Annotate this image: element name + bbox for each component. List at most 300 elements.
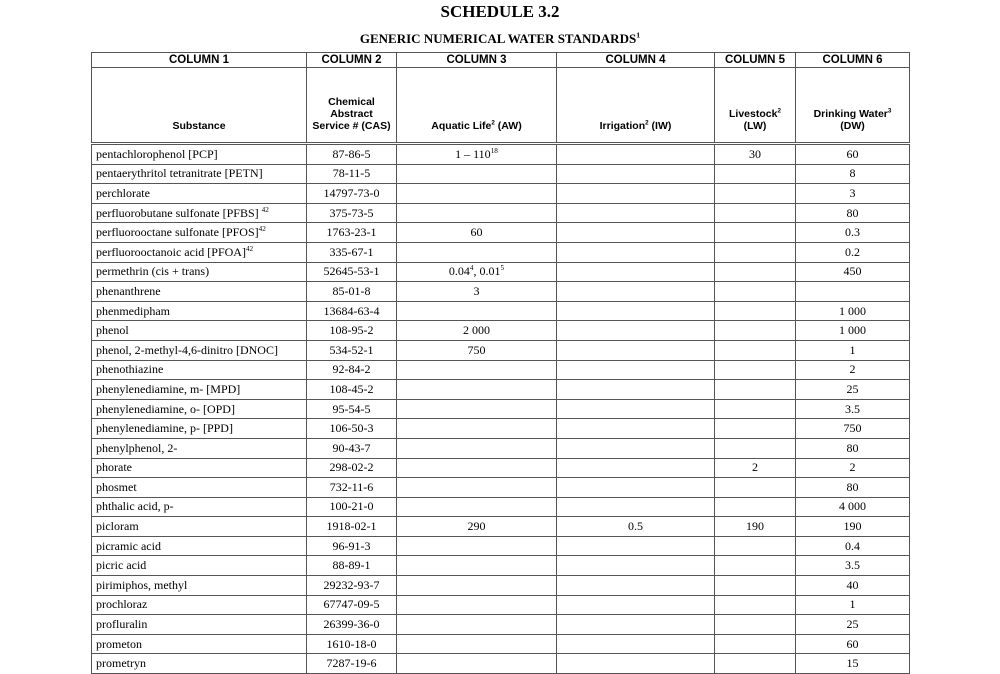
cell-text: 190 [843, 519, 862, 534]
drinking-water-cell [796, 203, 910, 223]
irrigation-cell [557, 242, 715, 262]
cas-cell [307, 536, 397, 556]
drinking-water-cell [796, 536, 910, 556]
cas-cell [307, 438, 397, 458]
cell-text: 3.5 [845, 401, 860, 416]
livestock-cell [715, 419, 796, 439]
cell-text: perfluorooctanoic acid [PFOA] [96, 244, 246, 259]
cell-text: 1918-02-1 [326, 519, 377, 534]
irrigation-cell [557, 360, 715, 380]
aquatic-life-cell [397, 144, 557, 165]
table-row [92, 536, 910, 556]
cas-cell [307, 595, 397, 615]
drinking-water-cell [796, 380, 910, 400]
cas-cell [307, 634, 397, 654]
substance-cell [92, 536, 307, 556]
cell-text: 750 [843, 421, 862, 436]
table-row [92, 634, 910, 654]
cell-text: 14797-73-0 [323, 185, 380, 200]
irrigation-cell [557, 164, 715, 184]
livestock-cell [715, 242, 796, 262]
cell-text: , 0.01 [473, 264, 501, 279]
livestock-cell [715, 497, 796, 517]
irrigation-cell [557, 595, 715, 615]
table-row [92, 301, 910, 321]
cell-text: 732-11-6 [329, 479, 374, 494]
table-row [92, 556, 910, 576]
cell-text: 2 [849, 460, 856, 475]
cell-text: perchlorate [96, 185, 150, 200]
drinking-water-cell [796, 654, 910, 674]
table-row [92, 380, 910, 400]
cell-text: 96-91-3 [332, 538, 371, 553]
cas-cell [307, 321, 397, 341]
irrigation-cell [557, 556, 715, 576]
cell-text: phenylenediamine, p- [PPD] [96, 421, 233, 436]
cell-text: phthalic acid, p- [96, 499, 174, 514]
cell-text: 78-11-5 [332, 166, 371, 181]
substance-cell [92, 223, 307, 243]
drinking-water-cell [796, 478, 910, 498]
drinking-water-cell [796, 615, 910, 635]
substance-cell [92, 282, 307, 302]
cell-text: 335-67-1 [329, 244, 374, 259]
table-row [92, 595, 910, 615]
cas-cell [307, 262, 397, 282]
cell-text: 88-89-1 [332, 558, 371, 573]
footnote-ref: 42 [258, 225, 266, 234]
cell-text: pentaerythritol tetranitrate [PETN] [96, 166, 263, 181]
aquatic-life-cell [397, 615, 557, 635]
irrigation-cell [557, 184, 715, 204]
livestock-cell [715, 380, 796, 400]
aquatic-life-cell [397, 438, 557, 458]
cell-text: 0.04 [448, 264, 470, 279]
cell-text: 15 [846, 656, 859, 671]
cas-cell [307, 517, 397, 537]
cell-text: profluralin [96, 617, 148, 632]
cell-text: 190 [746, 519, 764, 534]
livestock-cell [715, 262, 796, 282]
cell-text: 3 [849, 185, 856, 200]
column-number-3: COLUMN 3 [397, 53, 557, 68]
aquatic-life-cell [397, 478, 557, 498]
footnote-ref: 42 [245, 244, 254, 253]
substance-cell [92, 262, 307, 282]
footnote-ref: 5 [500, 264, 505, 273]
substance-cell [92, 615, 307, 635]
cell-text: 106-50-3 [329, 421, 374, 436]
cell-text: 0.4 [845, 538, 860, 553]
table-row [92, 458, 910, 478]
cell-text: 30 [749, 146, 761, 161]
cell-text: phorate [96, 460, 132, 475]
substance-cell [92, 419, 307, 439]
aquatic-life-cell [397, 340, 557, 360]
cas-cell [307, 242, 397, 262]
cell-text: 52645-53-1 [323, 264, 380, 279]
cas-cell [307, 654, 397, 674]
cell-text: 750 [467, 342, 486, 357]
drinking-water-cell [796, 595, 910, 615]
water-standards-table [91, 52, 910, 674]
cas-cell [307, 282, 397, 302]
cas-cell [307, 340, 397, 360]
drinking-water-cell [796, 164, 910, 184]
aquatic-life-cell [397, 536, 557, 556]
cell-text: 87-86-5 [332, 146, 371, 161]
aquatic-life-cell [397, 399, 557, 419]
drinking-water-cell [796, 576, 910, 596]
table-row [92, 360, 910, 380]
column-number-4: COLUMN 4 [557, 53, 715, 68]
cell-text: (IW) [648, 120, 672, 132]
table-row [92, 517, 910, 537]
schedule-title: SCHEDULE 3.2 [440, 2, 560, 21]
cell-text: picric acid [96, 558, 147, 573]
footnote-ref: 1 [636, 30, 641, 40]
aquatic-life-cell [397, 164, 557, 184]
substance-cell [92, 438, 307, 458]
column-header-4 [557, 68, 715, 144]
table-row [92, 615, 910, 635]
livestock-cell [715, 399, 796, 419]
substance-cell [92, 517, 307, 537]
cell-text: 1 000 [839, 323, 866, 338]
cell-text: prometryn [96, 656, 146, 671]
aquatic-life-cell [397, 301, 557, 321]
column-header-6 [796, 68, 910, 144]
table-row [92, 419, 910, 439]
footnote-ref: 4 [469, 264, 474, 273]
cell-text: pentachlorophenol [PCP] [96, 146, 218, 161]
livestock-cell [715, 595, 796, 615]
table-row [92, 184, 910, 204]
substance-cell [92, 164, 307, 184]
cas-cell [307, 380, 397, 400]
cell-text: 108-45-2 [329, 381, 374, 396]
column-number-6: COLUMN 6 [796, 53, 910, 68]
column-header-row [92, 68, 910, 144]
cell-text: 95-54-5 [332, 401, 371, 416]
cell-text: perfluorooctane sulfonate [PFOS] [96, 225, 259, 240]
cell-text: 25 [846, 381, 859, 396]
cell-text: 298-02-2 [329, 460, 374, 475]
cell-text: 0.5 [628, 519, 643, 534]
table-row [92, 576, 910, 596]
cell-text: picramic acid [96, 538, 161, 553]
cell-text: Chemical Abstract Service # (CAS) [312, 96, 391, 132]
livestock-cell [715, 576, 796, 596]
irrigation-cell [557, 321, 715, 341]
irrigation-cell [557, 144, 715, 165]
table-row [92, 438, 910, 458]
livestock-cell [715, 536, 796, 556]
column-header-3 [397, 68, 557, 144]
cell-text: 450 [843, 264, 862, 279]
table-row [92, 203, 910, 223]
irrigation-cell [557, 536, 715, 556]
cell-text: 40 [846, 577, 859, 592]
cell-text: perfluorobutane sulfonate [PFBS] [96, 205, 262, 220]
footnote-ref: 18 [490, 146, 498, 155]
cell-text: 1763-23-1 [326, 225, 377, 240]
column-number-2: COLUMN 2 [307, 53, 397, 68]
cell-text: 60 [470, 225, 483, 240]
cas-cell [307, 360, 397, 380]
substance-cell [92, 360, 307, 380]
cell-text: Livestock [729, 108, 778, 120]
irrigation-cell [557, 634, 715, 654]
table-row [92, 164, 910, 184]
aquatic-life-cell [397, 595, 557, 615]
drinking-water-cell [796, 184, 910, 204]
table-row [92, 654, 910, 674]
irrigation-cell [557, 262, 715, 282]
irrigation-cell [557, 478, 715, 498]
livestock-cell [715, 164, 796, 184]
cell-text: Irrigation [599, 120, 646, 132]
livestock-cell [715, 556, 796, 576]
cell-text: 92-84-2 [332, 362, 371, 377]
cell-text: 67747-09-5 [323, 597, 380, 612]
footnote-ref: 3 [887, 107, 892, 115]
cell-text: 29232-93-7 [323, 577, 380, 592]
drinking-water-cell [796, 399, 910, 419]
substance-cell [92, 340, 307, 360]
cell-text: 8 [849, 166, 856, 181]
cas-cell [307, 615, 397, 635]
cell-text: pirimiphos, methyl [96, 577, 188, 592]
cell-text: (DW) [840, 120, 865, 132]
cell-text: prometon [96, 636, 142, 651]
livestock-cell [715, 517, 796, 537]
cas-cell [307, 497, 397, 517]
aquatic-life-cell [397, 282, 557, 302]
livestock-cell [715, 144, 796, 165]
substance-cell [92, 144, 307, 165]
cell-text: 80 [846, 479, 859, 494]
cell-text: 80 [846, 205, 859, 220]
cell-text: 7287-19-6 [326, 656, 377, 671]
irrigation-cell [557, 438, 715, 458]
cell-text: picloram [96, 519, 139, 534]
table-row [92, 478, 910, 498]
cas-cell [307, 419, 397, 439]
cell-text: 60 [846, 146, 859, 161]
livestock-cell [715, 321, 796, 341]
irrigation-cell [557, 517, 715, 537]
cell-text: phenylenediamine, o- [OPD] [96, 401, 235, 416]
livestock-cell [715, 360, 796, 380]
cas-cell [307, 144, 397, 165]
cell-text: 2 [752, 460, 758, 475]
cell-text: 1 000 [839, 303, 866, 318]
table-row [92, 340, 910, 360]
column-number-1: COLUMN 1 [92, 53, 307, 68]
aquatic-life-cell [397, 517, 557, 537]
footnote-ref: 2 [645, 119, 649, 127]
substance-cell [92, 399, 307, 419]
irrigation-cell [557, 419, 715, 439]
substance-cell [92, 458, 307, 478]
column-header-2 [307, 68, 397, 144]
irrigation-cell [557, 340, 715, 360]
cell-text: 1 [849, 597, 856, 612]
livestock-cell [715, 184, 796, 204]
cell-text: phenol, 2-methyl-4,6-dinitro [DNOC] [96, 342, 278, 357]
cell-text: 0.2 [845, 244, 860, 259]
aquatic-life-cell [397, 203, 557, 223]
cell-text: 85-01-8 [332, 283, 371, 298]
drinking-water-cell [796, 497, 910, 517]
substance-cell [92, 203, 307, 223]
drinking-water-cell [796, 556, 910, 576]
cell-text: prochloraz [96, 597, 148, 612]
substance-cell [92, 556, 307, 576]
footnote-ref: 2 [491, 119, 495, 127]
substance-cell [92, 380, 307, 400]
aquatic-life-cell [397, 576, 557, 596]
cell-text: Aquatic Life [431, 120, 492, 132]
cell-text: phenmedipham [96, 303, 170, 318]
table-row [92, 242, 910, 262]
cell-text: phenylenediamine, m- [MPD] [96, 381, 241, 396]
aquatic-life-cell [397, 380, 557, 400]
drinking-water-cell [796, 458, 910, 478]
cas-cell [307, 203, 397, 223]
column-header-1 [92, 68, 307, 144]
aquatic-life-cell [397, 654, 557, 674]
cell-text: 26399-36-0 [323, 617, 380, 632]
column-number-5: COLUMN 5 [715, 53, 796, 68]
livestock-cell [715, 282, 796, 302]
drinking-water-cell [796, 223, 910, 243]
irrigation-cell [557, 223, 715, 243]
cell-text: 108-95-2 [329, 323, 374, 338]
drinking-water-cell [796, 144, 910, 165]
aquatic-life-cell [397, 262, 557, 282]
drinking-water-cell [796, 340, 910, 360]
livestock-cell [715, 634, 796, 654]
cell-text: (AW) [494, 120, 522, 132]
irrigation-cell [557, 301, 715, 321]
cas-cell [307, 399, 397, 419]
aquatic-life-cell [397, 184, 557, 204]
irrigation-cell [557, 576, 715, 596]
column-header-5 [715, 68, 796, 144]
livestock-cell [715, 478, 796, 498]
livestock-cell [715, 340, 796, 360]
substance-cell [92, 595, 307, 615]
substance-cell [92, 321, 307, 341]
cell-text: 3 [473, 283, 480, 298]
cell-text: phenanthrene [96, 283, 161, 298]
substance-cell [92, 301, 307, 321]
drinking-water-cell [796, 242, 910, 262]
cell-text: 0.3 [845, 225, 860, 240]
irrigation-cell [557, 654, 715, 674]
footnote-ref: 42 [261, 205, 269, 214]
cell-text: 534-52-1 [329, 342, 374, 357]
cell-text: 290 [467, 519, 486, 534]
cell-text: 2 000 [463, 323, 490, 338]
substance-cell [92, 478, 307, 498]
drinking-water-cell [796, 419, 910, 439]
drinking-water-cell [796, 438, 910, 458]
cell-text: 90-43-7 [332, 440, 371, 455]
table-row [92, 321, 910, 341]
livestock-cell [715, 654, 796, 674]
table-row [92, 223, 910, 243]
cell-text: 1610-18-0 [326, 636, 377, 651]
irrigation-cell [557, 282, 715, 302]
column-number-row [92, 53, 910, 68]
livestock-cell [715, 203, 796, 223]
cas-cell [307, 556, 397, 576]
cell-text: 25 [846, 617, 859, 632]
cell-text: 2 [849, 362, 856, 377]
aquatic-life-cell [397, 458, 557, 478]
cas-cell [307, 301, 397, 321]
cell-text: 80 [846, 440, 859, 455]
aquatic-life-cell [397, 556, 557, 576]
table-row [92, 497, 910, 517]
substance-cell [92, 184, 307, 204]
cas-cell [307, 458, 397, 478]
cell-text: Substance [172, 120, 226, 132]
drinking-water-cell [796, 321, 910, 341]
substance-cell [92, 654, 307, 674]
drinking-water-cell [796, 301, 910, 321]
irrigation-cell [557, 203, 715, 223]
livestock-cell [715, 438, 796, 458]
cell-text: 13684-63-4 [323, 303, 380, 318]
substance-cell [92, 576, 307, 596]
table-body [92, 144, 910, 674]
aquatic-life-cell [397, 223, 557, 243]
substance-cell [92, 497, 307, 517]
irrigation-cell [557, 380, 715, 400]
aquatic-life-cell [397, 321, 557, 341]
cas-cell [307, 164, 397, 184]
cell-text: 3.5 [845, 558, 860, 573]
table-row [92, 144, 910, 165]
table-row [92, 282, 910, 302]
table-row [92, 262, 910, 282]
livestock-cell [715, 223, 796, 243]
schedule-subtitle [0, 31, 1000, 47]
livestock-cell [715, 458, 796, 478]
drinking-water-cell [796, 282, 910, 302]
cell-text: Drinking Water [813, 108, 888, 120]
table-row [92, 399, 910, 419]
cell-text: 1 [849, 342, 856, 357]
irrigation-cell [557, 399, 715, 419]
cell-text: 60 [846, 636, 859, 651]
drinking-water-cell [796, 360, 910, 380]
aquatic-life-cell [397, 497, 557, 517]
cell-text: 4 000 [839, 499, 866, 514]
cas-cell [307, 478, 397, 498]
subtitle-text: GENERIC NUMERICAL WATER STANDARDS [359, 31, 637, 46]
cell-text: 100-21-0 [329, 499, 374, 514]
cell-text: permethrin (cis + trans) [96, 264, 210, 279]
cas-cell [307, 184, 397, 204]
cell-text: phenothiazine [96, 362, 164, 377]
irrigation-cell [557, 497, 715, 517]
substance-cell [92, 242, 307, 262]
